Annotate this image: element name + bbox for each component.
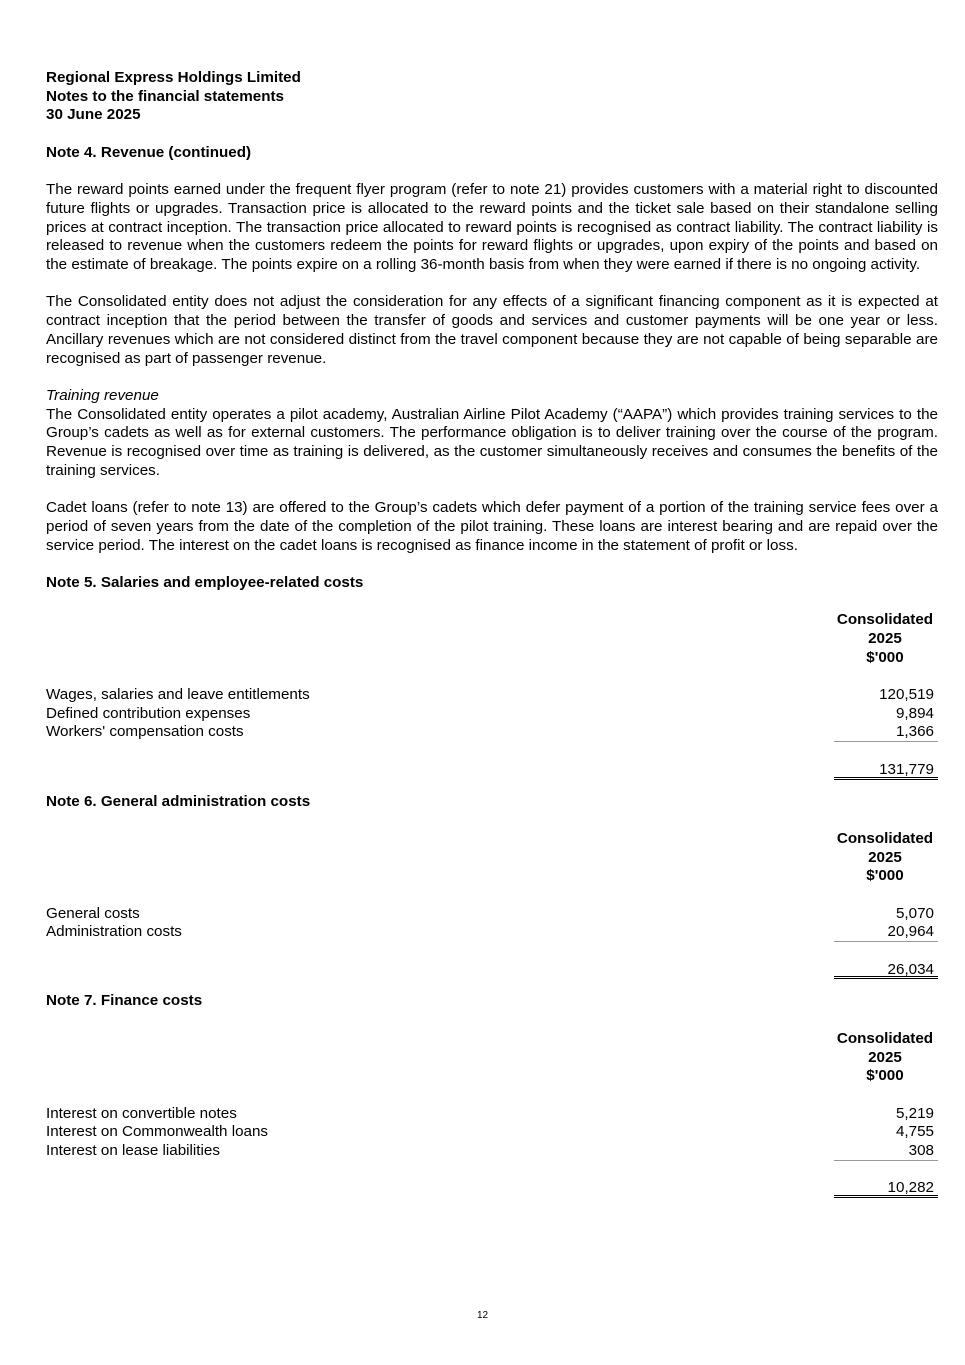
column-unit: $'000	[866, 867, 904, 885]
column-unit: $'000	[866, 1067, 904, 1085]
note6-heading: Note 6. General administration costs	[46, 792, 311, 810]
note5-heading: Note 5. Salaries and employee-related costs	[46, 573, 364, 591]
note5-total-row	[46, 761, 938, 780]
row-value: 1,366	[834, 723, 938, 742]
row-value: 9,894	[895, 704, 934, 722]
table-row	[46, 1142, 938, 1161]
report-date: 30 June 2025	[46, 106, 141, 124]
row-label: Defined contribution expenses	[46, 704, 251, 722]
table-row	[46, 686, 938, 705]
column-entity: Consolidated	[836, 611, 934, 629]
table-row	[46, 1105, 938, 1124]
table-row	[46, 905, 938, 924]
page-number: 12	[476, 1310, 489, 1321]
note6-table	[46, 830, 938, 980]
note6-column-header	[832, 830, 938, 886]
note5-column-header	[832, 611, 938, 667]
table-row	[46, 923, 938, 942]
row-value: 4,755	[895, 1123, 934, 1141]
row-value: 5,219	[895, 1104, 934, 1122]
document-page	[46, 69, 938, 1198]
column-unit: $'000	[866, 648, 904, 666]
document-title: Notes to the financial statements	[46, 87, 284, 105]
total-value: 131,779	[834, 761, 938, 780]
column-year: 2025	[868, 629, 902, 647]
row-value: 120,519	[879, 686, 934, 704]
row-value: 5,070	[895, 904, 934, 922]
row-label: Interest on convertible notes	[46, 1104, 237, 1122]
note4-paragraph-2: The Consolidated entity does not adjust the consideration for any effects of a significant financing component as it is expected at contract inception that the period between the transfer of goods and services and customer payments will be one year or less. Ancillary revenues which are not considered distinct from the travel component because they are not capable of being separable are recognised as part of passenger revenue.	[46, 293, 938, 367]
table-row	[46, 1123, 938, 1142]
note7-table	[46, 1030, 938, 1198]
column-year: 2025	[868, 848, 902, 866]
column-year: 2025	[868, 1048, 902, 1066]
row-label: Administration costs	[46, 923, 182, 941]
row-value: 308	[834, 1142, 938, 1161]
note4-heading: Note 4. Revenue (continued)	[46, 143, 252, 161]
table-row	[46, 723, 938, 742]
note7-heading: Note 7. Finance costs	[46, 992, 203, 1010]
note7-column-header	[832, 1030, 938, 1086]
row-label: Interest on Commonwealth loans	[46, 1123, 269, 1141]
training-revenue-subheading: Training revenue	[46, 386, 159, 404]
note5-table	[46, 611, 938, 779]
column-entity: Consolidated	[836, 1029, 934, 1047]
note6-total-row	[46, 961, 938, 980]
note4-paragraph-1: The reward points earned under the frequent flyer program (refer to note 21) provides customers with a material right to discounted future flights or upgrades. Transaction price is allocated to the reward points and the ticket sale based on their standalone selling prices at contract inception. The transaction price allocated to reward points is recognised as contract liability. The contract liability is released to revenue when the customers redeem the points for reward flights or upgrades, upon expiry of the points and based on the estimate of breakage. The points expire on a rolling 36-month basis from when they were earned if there is no ongoing activity.	[46, 181, 938, 273]
row-label: Workers' compensation costs	[46, 723, 244, 741]
total-value: 10,282	[834, 1179, 938, 1198]
row-label: Wages, salaries and leave entitlements	[46, 686, 310, 704]
note4-paragraph-4: Cadet loans (refer to note 13) are offered to the Group’s cadets which defer payment of a portion of the training service fees over a period of seven years from the date of the completion of the pilot training. These loans are interest bearing and are repaid over the service period. The interest on the cadet loans is recognised as finance income in the statement of profit or loss.	[46, 499, 938, 554]
row-label: General costs	[46, 904, 140, 922]
table-row	[46, 705, 938, 724]
column-entity: Consolidated	[836, 829, 934, 847]
note7-total-row	[46, 1179, 938, 1198]
note4-paragraph-3: The Consolidated entity operates a pilot academy, Australian Airline Pilot Academy (“AAPA”) which provides training services to the Group’s cadets as well as for external customers. The performance obligation is to deliver training over the course of the program. Revenue is recognised over time as training is delivered, as the customer simultaneously receives and consumes the benefits of the training services.	[46, 405, 938, 479]
row-value: 20,964	[834, 923, 938, 942]
row-label: Interest on lease liabilities	[46, 1142, 220, 1160]
total-value: 26,034	[834, 961, 938, 980]
company-name: Regional Express Holdings Limited	[46, 69, 301, 86]
